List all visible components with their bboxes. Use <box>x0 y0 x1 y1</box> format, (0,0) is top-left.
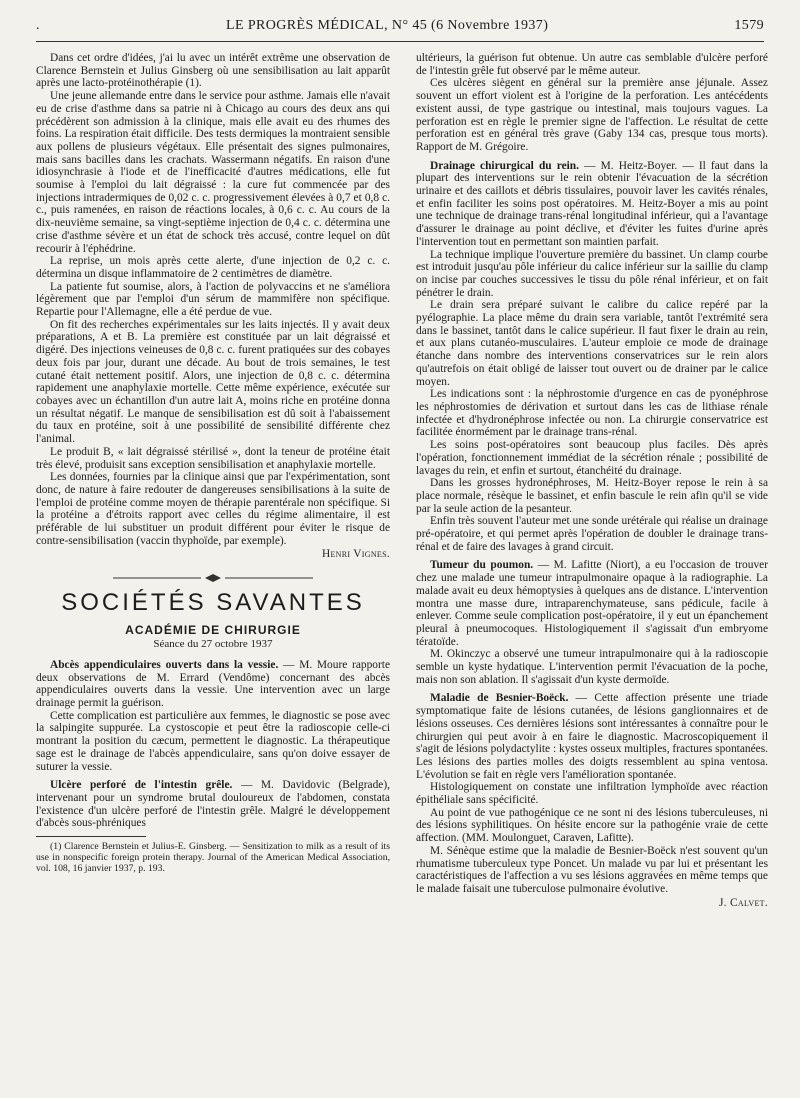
paragraph: M. Okinczyc a observé une tumeur intrapulmonaire qui à la radioscopie semble un kyste hydatique. L'intervention permit l'évacuation de la poche, mais non son ablation. Il s'agissait d'un kyste dermoïde. <box>416 648 768 686</box>
paragraph: M. Sénèque estime que la maladie de Besnier-Boëck n'est souvent qu'un rhumatisme tuberculeux type Poncet. Un malade vu par lui et présentant les caractéristiques de l'affection a vu ses lésions aggravées en même temps que le malade faisait une tuberculose pulmonaire évolutive. <box>416 844 768 895</box>
paragraph: La reprise, un mois après cette alerte, d'une injection de 0,2 c. c. détermina un disque inflammatoire de 2 centimètres de diamètre. <box>36 255 390 280</box>
paragraph: Une jeune allemande entre dans le service pour asthme. Jamais elle n'avait eu de crise d'asthme dans sa patrie ni à Chicago au cours des deux ans qui précédèrent son admission à la clinique, mais elle avait eu des rhumes des foins. La respiration était difficile. Des tests dermiques la montraient sensible aux pollens de plusieurs végétaux. Elle présentait des signes pulmonaires, mais sans bacilles dans les crachats. Wassermann négatifs. En raison d'une idiosynchrasie à l'iode et de l'inefficacité d'autres médications, elle fut soumise à l'emploi du lait dégraissé : la cure fut commencée par des injections intradermiques de 0,02 c. c. progressivement élevées à 0,7 et 0,8 c. c., puis ramenées, en raison de réactions locales, à 0,6 c. c. Au cours de la dix-neuvième semaine, sa vingt-septième injection de 0,4 c. c. détermina une crise d'asthme sévère et un état de schock très accusé, contre lequel on dût recourir à l'éphédrine. <box>36 90 390 255</box>
header-rule <box>36 41 764 42</box>
paragraph: ultérieurs, la guérison fut obtenue. Un autre cas semblable d'ulcère perforé de l'intestin grêle fut observé par le même auteur. <box>416 52 768 77</box>
article-title: Tumeur du poumon. <box>430 559 534 572</box>
section-title: SOCIÉTÉS SAVANTES <box>61 588 365 616</box>
paragraph: La technique implique l'ouverture première du bassinet. Un clamp courbe est introduit jusqu'au pôle inférieur du calice inférieur sur la saillie du clamp on incise par couches successives le tissu du pôle rénal inférieur, et on fait pénétrer le drain. <box>416 248 768 299</box>
article-title: Ulcère perforé de l'intestin grêle. <box>50 779 233 792</box>
paragraph: Les indications sont : la néphrostomie d'urgence en cas de pyonéphrose les néphrostomies de dérivation et surtout dans les cas de lithiase rénale infectée et d'hydronéphrose infectée ou non. La chirurgie conservatrice est facilitée énormément par le drainage trans-rénal. <box>416 388 768 439</box>
journal-title: LE PROGRÈS MÉDICAL, N° 45 (6 Novembre 1937) <box>226 18 549 33</box>
article-tumeur: Tumeur du poumon. — M. Lafitte (Niort), a eu l'occasion de trouver chez une malade une tumeur intrapulmonaire opaque à la radiographie. La malade avait eu deux hémoptysies à quelques ans de distance. L'intervention montra une masse dure, intraparenchymateuse, sans pédicule, facile à enlever. Comme seule complication post-opératoire, il y eut un épanchement pleural à pneumocoques. Histologiquement il s'agissait d'un embryome tératoïde. <box>416 559 768 648</box>
ornament-icon <box>113 573 313 583</box>
article-abces: Abcès appendiculaires ouverts dans la vessie. — M. Moure rapporte deux observations de M. Errard (Vendôme) concernant des abcès appendiculaires ouverts dans la vessie. Une intervention avec un large drainage permit la guérison. <box>36 658 390 710</box>
paragraph: Dans cet ordre d'idées, j'ai lu avec un intérêt extrême une observation de Clarence Bernstein et Julius Ginsberg où une sensibilisation au lait apparût après une lacto-protéinothérapie (1). <box>36 52 390 90</box>
paragraph: Au point de vue pathogénique ce ne sont ni des lésions tuberculeuses, ni des lésions syphilitiques. On hésite encore sur la pathogénie vraie de cette affection. (MM. Moulonguet, Caraven, Lafitte). <box>416 806 768 845</box>
author-signature: Henri Vignes. <box>321 548 390 561</box>
paragraph: Les données, fournies par la clinique ainsi que par l'expérimentation, sont donc, de nature à faire redouter de dangereuses sensibilisations à la suite de l'emploi de protéine comme moyen de thérapie parentérale non spécifique. Si la protéine a d'étroits rapport avec celles du régime alimentaire, il est préférable de lui substituer un produit différent pour éviter le risque de contre-sensibilisation (vaccin thyphoïde, par exemple). <box>36 471 390 547</box>
left-column <box>36 52 390 874</box>
paragraph: Le drain sera préparé suivant le calibre du calice repéré par la pyélographie. La place même du drain sera variable, tantôt l'extrémité sera dans le bassinet, tantôt dans le calice supérieur. Il faut fixer le drain au rein, et aux plans cutanéo-musculaires. L'auteur emploie ce mode de drainage étanche dans nombre des interventions conservatrices sur le rein alors qu'autrefois on était obligé de laisser tout ouvert ou de drainer par le calice moyen. <box>416 299 768 388</box>
paragraph: Dans les grosses hydronéphroses, M. Heitz-Boyer repose le rein à sa place normale, résèque le bassinet, et enfin bascule le rein afin qu'il se vide par la seule action de la pesanteur. <box>416 477 768 515</box>
paragraph: Histologiquement on constate une infiltration lymphoïde avec réaction épithéliale sans spécificité. <box>416 781 768 807</box>
paragraph: Les soins post-opératoires sont beaucoup plus faciles. Dès après l'opération, fonctionnement immédiat de la sécrétion rénale ; possibilité de lavages du rein, et enfin et surtout, étanchéité du drainage. <box>416 439 768 477</box>
paragraph: La patiente fut soumise, alors, à l'action de polyvaccins et ne s'améliora légèrement que par l'emploi d'un sérum de mammifère non spécifique. Repartie pour l'Allemagne, elle a été perdue de vue. <box>36 280 390 319</box>
paragraph: Le produit B, « lait dégraissé stérilisé », dont la teneur de protéine était très élevé, produisit sans exception sensibilisation et anaphylaxie mortelle. <box>36 445 390 471</box>
page-number: 1579 <box>734 18 764 33</box>
article-title: Maladie de Besnier-Boëck. <box>430 692 569 705</box>
paragraph: On fit des recherches expérimentales sur les laits injectés. Il y avait deux préparations, A et B. La première est constituée par un lait dégraissé et digéré. Des injections veineuses de 0,8 c. c. furent pratiquées sur des cobayes deux fois par jour, durant une décade. Au bout de trois semaines, le test cutané était nettement positif. Alors, une injection de 0,8 c. c. détermina rapidement une anaphylaxie mortelle. Cette même expérience, exécutée sur cobayes avec un échantillon d'un autre lait A, moins riche en protéine donna un résultat négatif. Le manque de sensibilisation est dû soit à l'abaissement du taux en protéine, soit à une possibilité de sensibilité différente chez l'animal. <box>36 318 390 446</box>
paragraph: Cette complication est particulière aux femmes, le diagnostic se pose avec la salpingite suppurée. La cystoscopie et peut être la radioscopie celle-ci montrant la position du cæcum, permettent le diagnostic. La thérapeutique sage est le drainage de l'abcès appendiculaire, sans qu'on doive essayer de suturer la vessie. <box>36 709 390 773</box>
article-title: Abcès appendiculaires ouverts dans la vessie. <box>50 658 279 671</box>
paragraph: Enfin très souvent l'auteur met une sonde urétérale qui réalise un drainage pré-opératoire, et qui permet après l'opération de doubler le drainage trans-rénal et de faire des lavages à grand circuit. <box>416 515 768 553</box>
header-dot: . <box>36 18 40 33</box>
academy-heading: ACADÉMIE DE CHIRURGIE <box>125 622 301 637</box>
ornament-divider <box>36 573 390 587</box>
article-drainage: Drainage chirurgical du rein. — M. Heitz-Boyer. — Il faut dans la plupart des interventions sur le rein obtenir l'évacuation de la sécrétion urinaire et des caillots et débris tissulaires, pouvoir laver les cavités rénales, et enfin faciliter les soins post opératoires. M. Heitz-Boyer a mis au point une technique de drainage trans-rénal longitudinal inférieur, qui a l'avantage d'assurer le drainage au point déclive, et d'éviter les fuites d'urine après l'intervention tout en permettant son maintien parfait. <box>416 159 768 248</box>
author-signature: J. Calvet. <box>718 896 768 909</box>
article-title: Drainage chirurgical du rein. <box>430 159 579 172</box>
footnote-rule <box>36 836 146 837</box>
article-ulcere: Ulcère perforé de l'intestin grêle. — M. Davidovic (Belgrade), intervenant pour un syndrome brutal douloureux de l'abdomen, constata l'existence d'un ulcère perforé de l'intestin grêle. Malgré le développement d'abcès sous-phréniques <box>36 779 390 830</box>
running-header <box>36 18 764 40</box>
footnote: (1) Clarence Bernstein et Julius-E. Ginsberg. — Sensitization to milk as a result of its use in nonspecific foreign protein therapy. Journal of the American Medical Association, vol. 108, 16 janvier 1937, p. 193. <box>36 841 390 875</box>
article-besnier: Maladie de Besnier-Boëck. — Cette affection présente une triade symptomatique faite de lésions cutanées, de lésions ganglionnaires et de lésions osseuses. Ces dernières lésions sont intéressantes à connaître pour le chirurgien qui peut avoir à en faire le diagnostic. Macroscopiquement il s'agit de lésions polydactylite : kystes osseux multiples, fractures spontanées. Les lésions des parties molles des doigts ressemblent au spina ventosa. L'évolution se fait en règle vers l'amélioration spontanée. <box>416 692 768 781</box>
right-column <box>416 52 768 909</box>
session-date: Séance du 27 octobre 1937 <box>153 638 273 651</box>
paragraph: Ces ulcères siègent en général sur la première anse jéjunale. Assez souvent un effort violent est à l'origine de la perforation. Les antécédents existent aussi, de type gastrique ou intestinal, mais toujours vagues. La perforation est en règle le premier signe de l'affection. Le résultat de cette perforation est en général très grave (Gaby 134 cas, presque tous morts). Rapport de M. Grégoire. <box>416 77 768 153</box>
